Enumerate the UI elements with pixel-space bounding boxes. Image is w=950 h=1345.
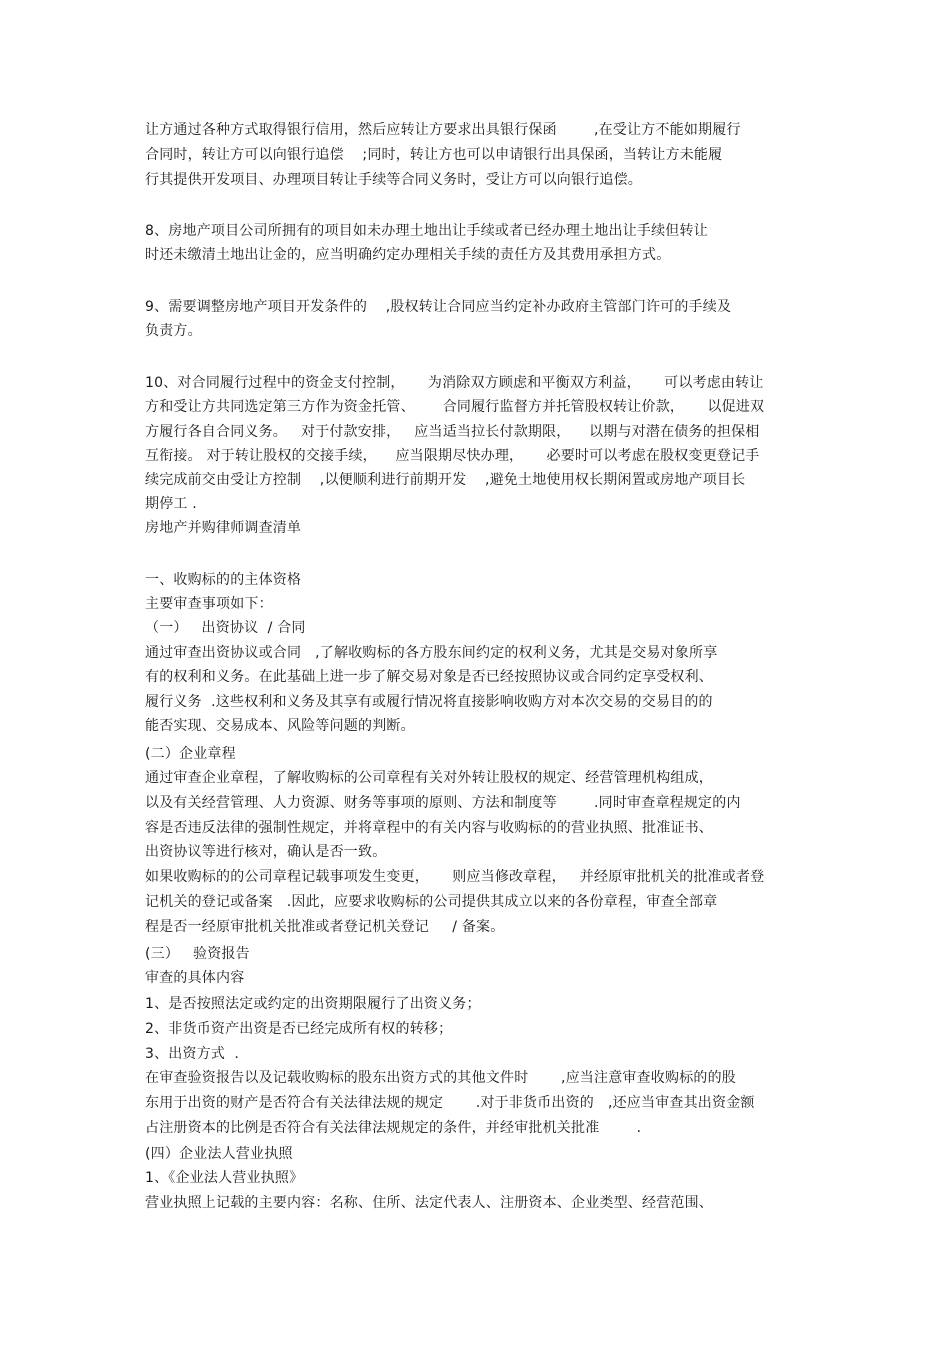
paragraph-line: 程是否一经原审批机关批准或者登记机关登记 / 备案。 [145, 919, 505, 935]
paragraph-line: 方和受让方共同选定第三方作为资金托管、 合同履行监督方并托管股权转让价款， 以促进双 [145, 399, 765, 415]
paragraph-line: 容是否违反法律的强制性规定，并将章程中的有关内容与收购标的的营业执照、批准证书、 [145, 820, 713, 836]
paragraph-line: 有的权利和义务。在此基础上进一步了解交易对象是否已经按照协议或合同约定享受权利、 [145, 669, 713, 685]
paragraph-line: 8、房地产项目公司所拥有的项目如未办理土地出让手续或者已经办理土地出让手续但转让 [145, 223, 708, 239]
paragraph-line: 期停工 . [145, 496, 197, 512]
subsection-heading: (四）企业法人营业执照 [145, 1146, 293, 1162]
paragraph-line: 以及有关经营管理、人力资源、财务等事项的原则、方法和制度等 .同时审查章程规定的内 [145, 795, 741, 811]
subsection-heading: (二）企业章程 [145, 746, 236, 762]
paragraph-line: 审查的具体内容 [145, 970, 245, 986]
list-item: 2、非货币资产出资是否已经完成所有权的转移； [145, 1021, 453, 1037]
paragraph-line: 时还未缴清土地出让金的，应当明确约定办理相关手续的责任方及其费用承担方式。 [145, 247, 671, 263]
paragraph-line: 营业执照上记载的主要内容：名称、住所、法定代表人、注册资本、企业类型、经营范围、 [145, 1195, 713, 1211]
document-title: 房地产并购律师调查清单 [145, 520, 302, 536]
paragraph-line: 东用于出资的财产是否符合有关法律法规的规定 .对于非货币出资的 ,还应当审查其出资金额 [145, 1095, 755, 1111]
paragraph-line: 负责方。 [145, 323, 202, 339]
section-heading: 一、收购标的的主体资格 [145, 572, 302, 588]
list-item: 3、出资方式 . [145, 1046, 240, 1062]
paragraph-line: 9、需要调整房地产项目开发条件的 ,股权转让合同应当约定补办政府主管部门许可的手续及 [145, 299, 732, 315]
list-item: 1、是否按照法定或约定的出资期限履行了出资义务； [145, 996, 481, 1012]
paragraph-line: 通过审查企业章程，了解收购标的公司章程有关对外转让股权的规定、经营管理机构组成， [145, 770, 713, 786]
paragraph-line: 让方通过各种方式取得银行信用，然后应转让方要求出具银行保函 ,在受让方不能如期履行 [145, 122, 741, 138]
paragraph-line: 合同时，转让方可以向银行追偿 ;同时，转让方也可以申请银行出具保函，当转让方未能履 [145, 147, 723, 163]
paragraph-line: 如果收购标的的公司章程记载事项发生变更， 则应当修改章程， 并经原审批机关的批准或者登 [145, 869, 765, 885]
paragraph-line: 10、对合同履行过程中的资金支付控制， 为消除双方顾虑和平衡双方利益， 可以考虑由转让 [145, 375, 764, 391]
paragraph-line: 履行义务 .这些权利和义务及其享有或履行情况将直接影响收购方对本次交易的交易目的的 [145, 694, 713, 710]
subsection-heading: （一） 出资协议 / 合同 [145, 620, 306, 636]
paragraph-line: 在审查验资报告以及记载收购标的股东出资方式的其他文件时 ,应当注意审查收购标的的股 [145, 1070, 736, 1086]
paragraph-line: 记机关的登记或备案 .因此，应要求收购标的公司提供其成立以来的各份章程，审查全部章 [145, 894, 718, 910]
paragraph-line: 主要审查事项如下： [145, 596, 273, 612]
paragraph-line: 行其提供开发项目、办理项目转让手续等合同义务时，受让方可以向银行追偿。 [145, 172, 642, 188]
paragraph-line: 出资协议等进行核对，确认是否一致。 [145, 844, 387, 860]
subsection-heading: (三） 验资报告 [145, 946, 250, 962]
paragraph-line: 互衔接。 对于转让股权的交接手续， 应当限期尽快办理， 必要时可以考虑在股权变更登记手 [145, 448, 760, 464]
paragraph-line: 通过审查出资协议或合同 ,了解收购标的各方股东间约定的权利义务，尤其是交易对象所享 [145, 645, 718, 661]
paragraph-line: 能否实现、交易成本、风险等问题的判断。 [145, 718, 415, 734]
paragraph-line: 续完成前交由受让方控制 ,以便顺利进行前期开发 ,避免土地使用权长期闲置或房地产项目长 [145, 472, 746, 488]
paragraph-line: 方履行各自合同义务。 对于付款安排， 应当适当拉长付款期限， 以期与对潜在债务的担保相 [145, 424, 760, 440]
list-item: 1、《企业法人营业执照》 [145, 1170, 304, 1186]
paragraph-line: 占注册资本的比例是否符合有关法律法规规定的条件，并经审批机关批准 . [145, 1120, 642, 1136]
